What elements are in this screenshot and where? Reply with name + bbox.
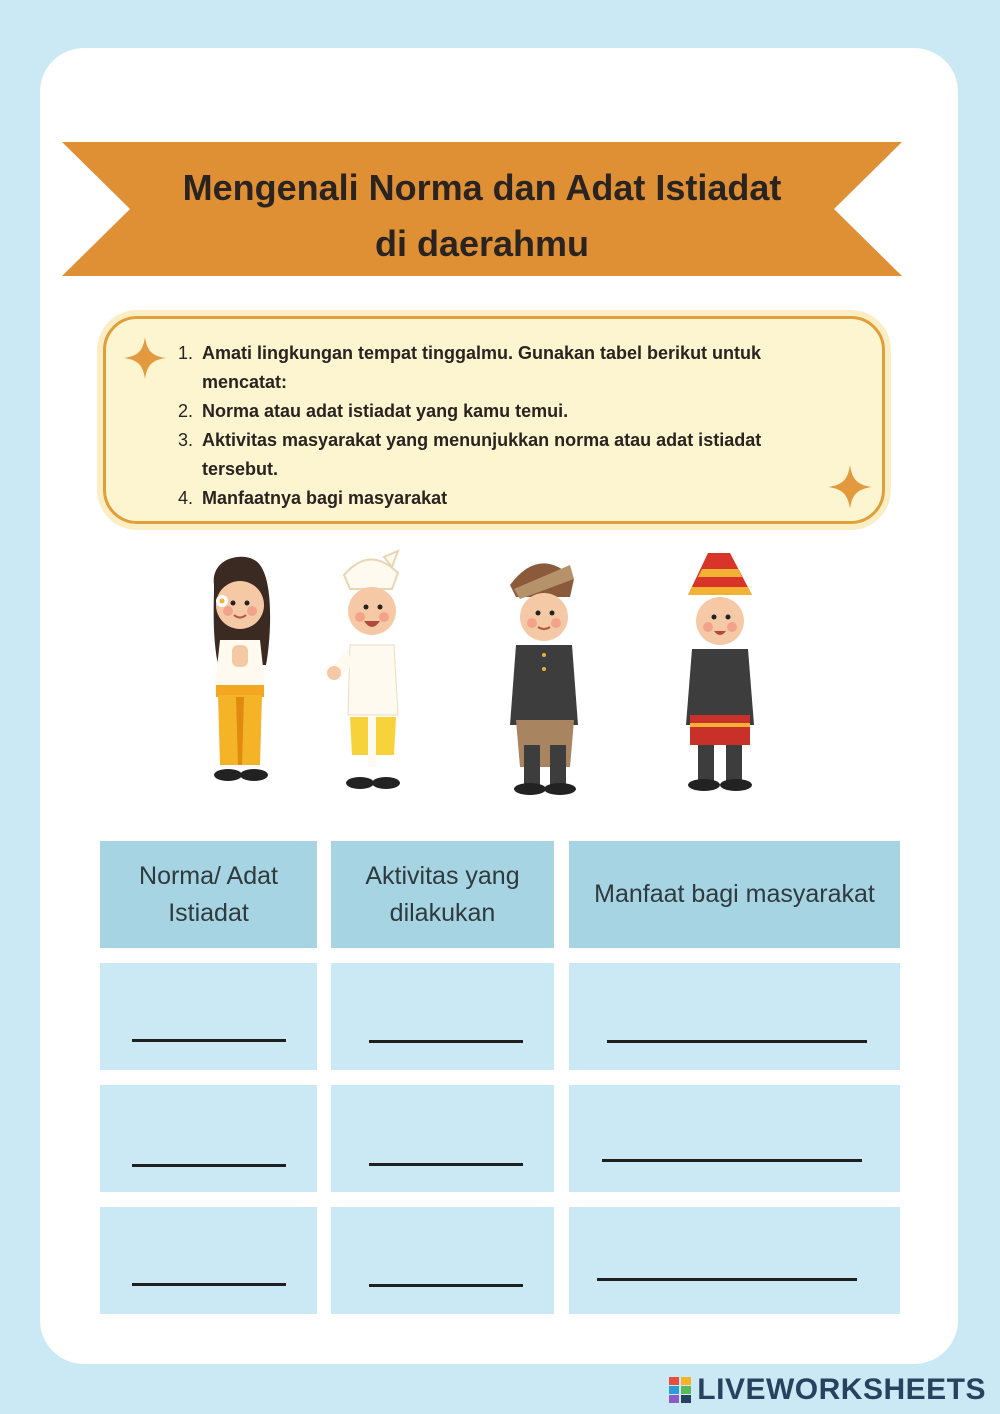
table-cell-row2-aktivitas[interactable] [331,1085,554,1192]
instruction-text: Manfaatnya bagi masyarakat [202,488,448,508]
instruction-number: 3. [178,430,194,450]
page-title [142,160,822,272]
answer-line [369,1040,523,1043]
liveworksheets-logo-icon [669,1377,691,1403]
title-line-1: Mengenali Norma dan Adat Istiadat [182,167,782,208]
instruction-text: Aktivitas masyarakat yang menunjukkan norma atau adat istiadat tersebut. [202,430,762,479]
answer-line [607,1040,867,1043]
table-cell-row2-manfaat[interactable] [569,1085,900,1192]
answer-line [369,1163,523,1166]
character-girl [214,557,270,781]
title-ribbon [62,142,902,276]
answer-line [597,1278,857,1281]
instruction-item [178,484,798,513]
table-cell-row1-aktivitas[interactable] [331,963,554,1070]
table-header-aktivitas: Aktivitas yang dilakukan [331,841,554,948]
instruction-number: 1. [178,343,194,363]
character-balinese-boy [327,551,400,789]
table-header-manfaat: Manfaat bagi masyarakat [569,841,900,948]
instructions-box [103,316,885,524]
table-cell-row1-manfaat[interactable] [569,963,900,1070]
table-cell-row3-manfaat[interactable] [569,1207,900,1314]
answer-line [132,1164,286,1167]
sparkle-icon [828,465,872,509]
title-line-2: di daerahmu [374,223,590,264]
instruction-text: Amati lingkungan tempat tinggalmu. Gunakan tabel berikut untuk mencatat: [202,343,762,392]
instruction-item [178,397,798,426]
character-sumatran-man [686,553,754,791]
table-cell-row1-norma[interactable] [100,963,317,1070]
instructions-list [178,339,798,513]
table-header-norma: Norma/ Adat Istiadat [100,841,317,948]
logo-text: LIVEWORKSHEETS [697,1373,986,1406]
liveworksheets-logo[interactable] [669,1372,986,1408]
table-cell-row3-aktivitas[interactable] [331,1207,554,1314]
answer-line [132,1039,286,1042]
sparkle-icon [124,337,166,379]
answer-line [602,1159,862,1162]
table-cell-row2-norma[interactable] [100,1085,317,1192]
traditional-costume-illustration [200,545,800,805]
instruction-number: 2. [178,401,194,421]
instruction-item [178,426,798,484]
instruction-text: Norma atau adat istiadat yang kamu temui. [202,401,569,421]
answer-line [369,1284,523,1287]
character-javanese-man [510,563,578,795]
table-cell-row3-norma[interactable] [100,1207,317,1314]
answer-line [132,1283,286,1286]
instruction-item [178,339,798,397]
instruction-number: 4. [178,488,194,508]
